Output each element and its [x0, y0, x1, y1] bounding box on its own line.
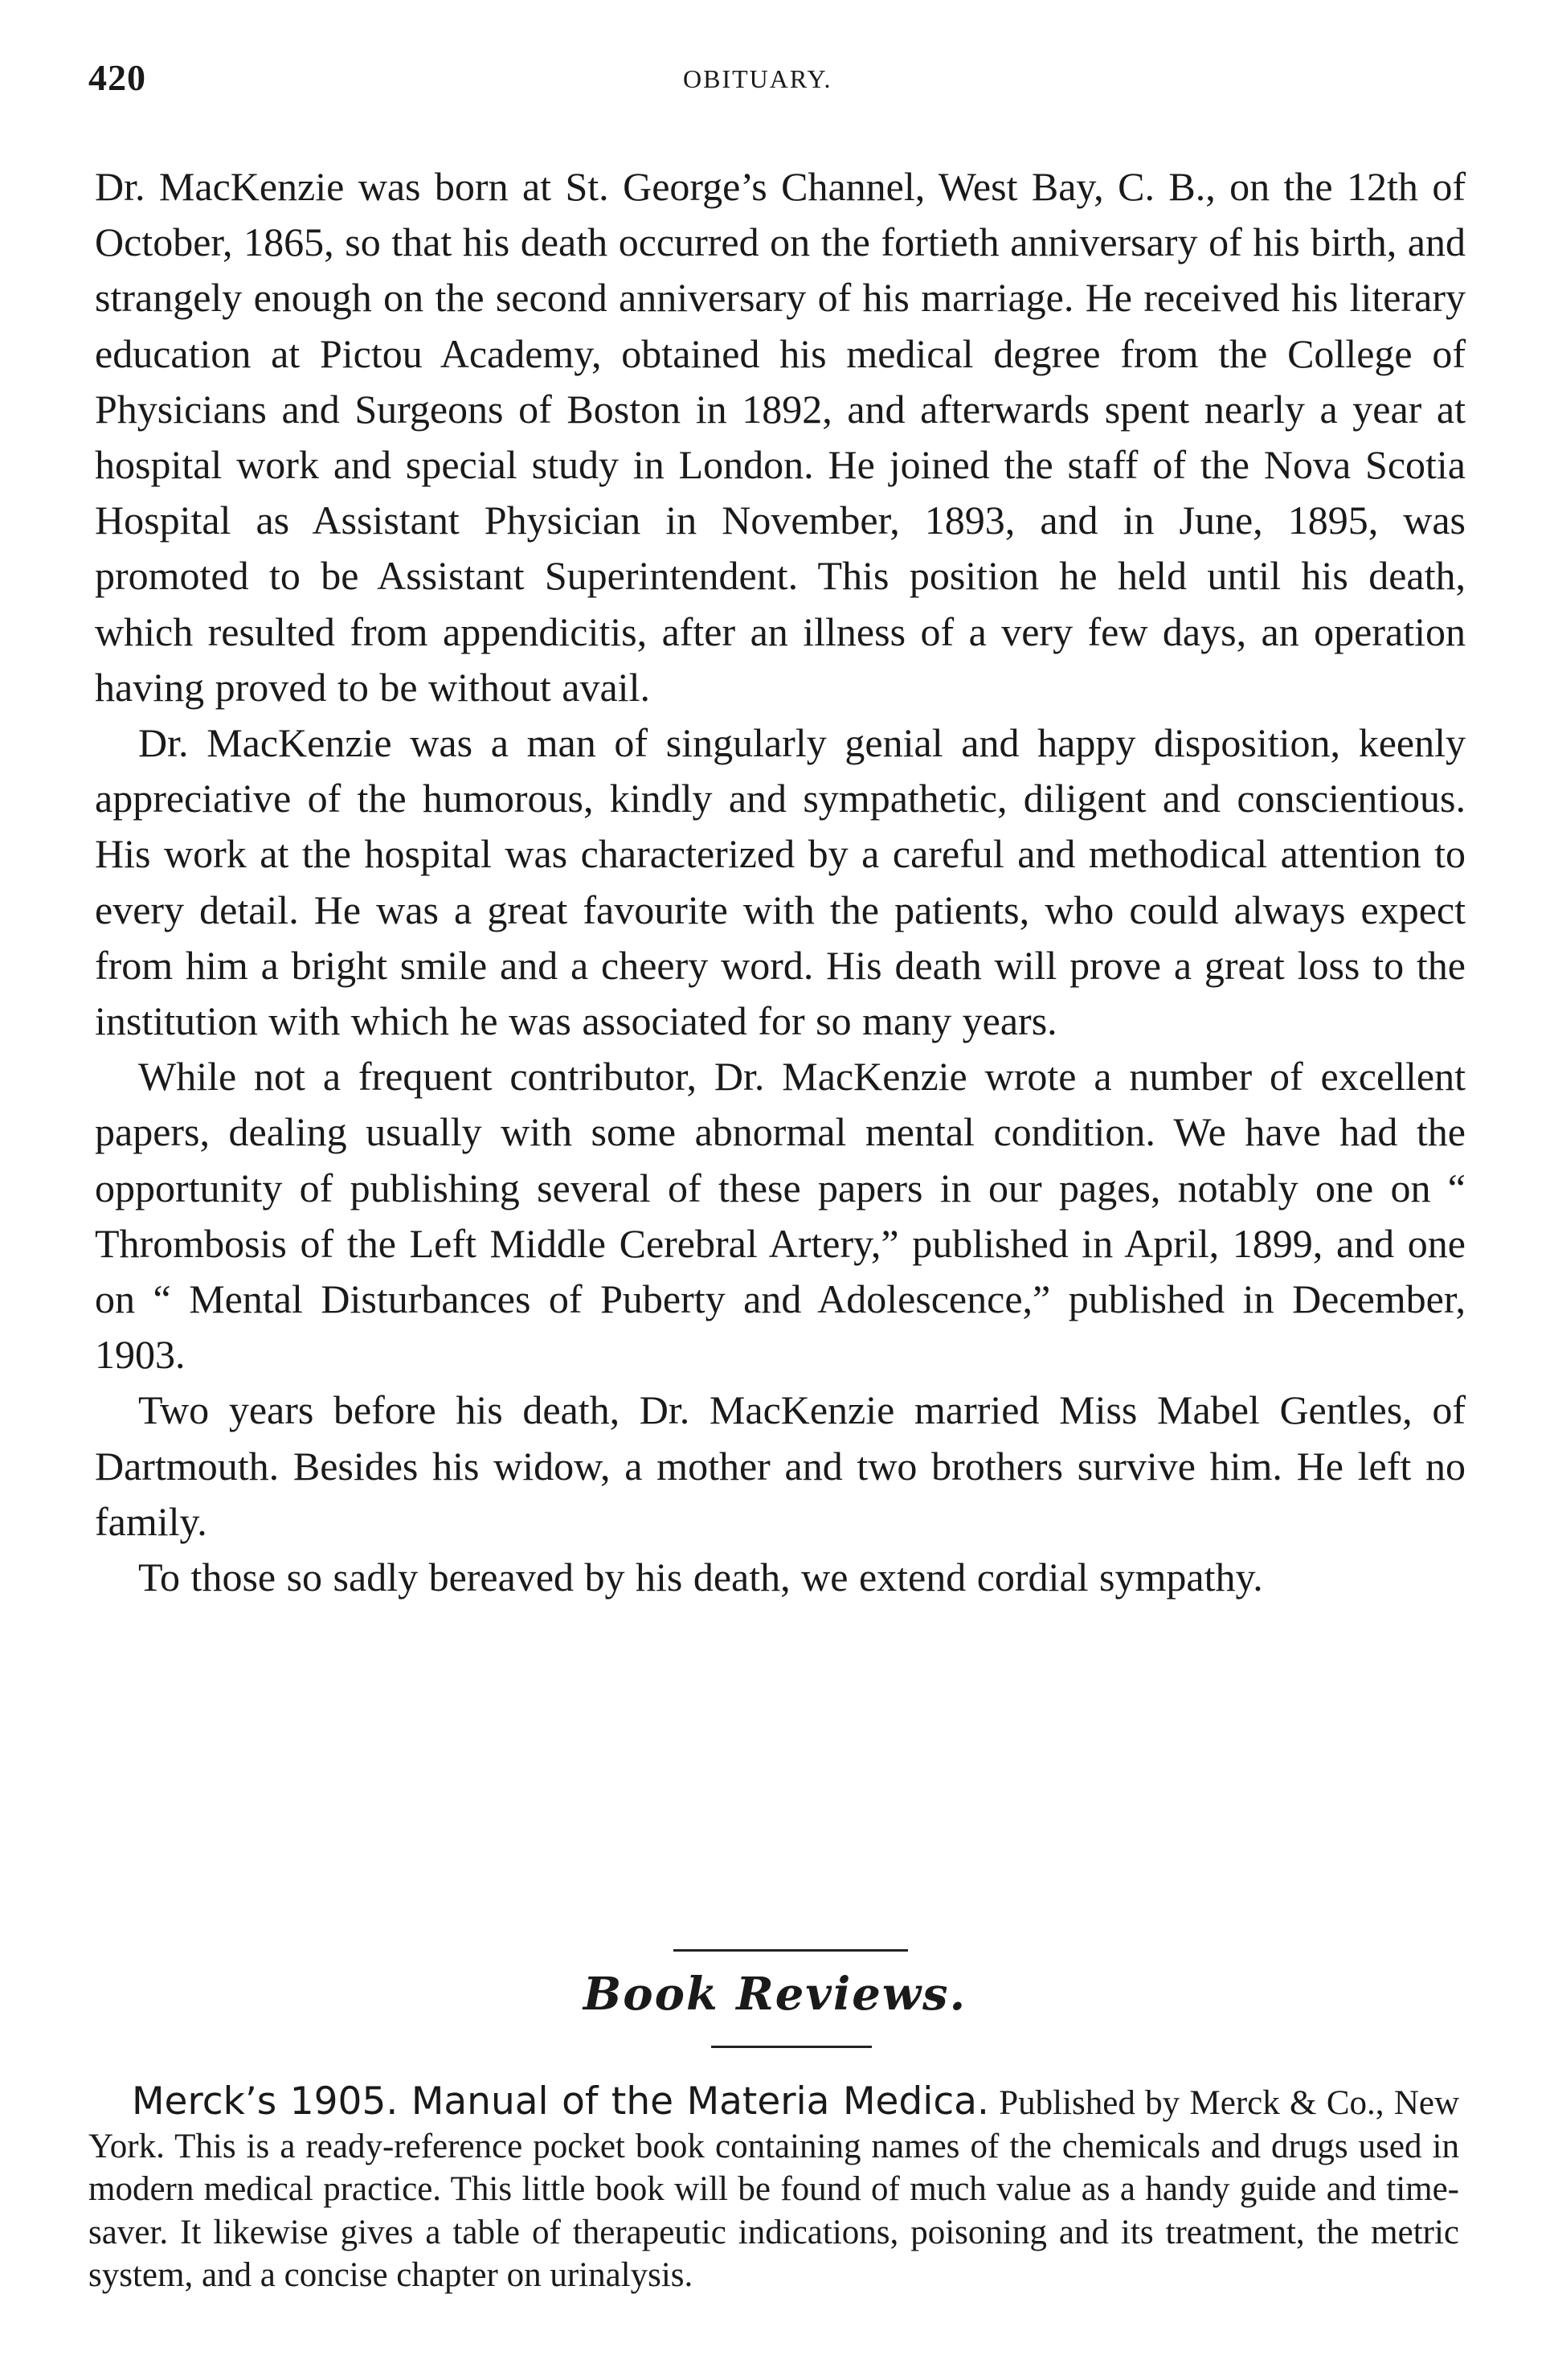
obituary-text	[95, 159, 1466, 1605]
section-divider-bottom	[711, 2046, 872, 2048]
page-header	[88, 56, 1454, 104]
book-review	[88, 2080, 1459, 2297]
obituary-paragraph: Dr. MacKenzie was a man of singularly genial and happy disposition, keenly appreciative of the humorous, kindly and sympathetic, diligent and conscientious. His work at the hospital was characterized by a careful and methodical attention to every detail. He was a great favourite with the patients, who could always expect from him a bright smile and a cheery word. His death will prove a great loss to the institution with which he was associated for so many years.	[95, 720, 1466, 1044]
obituary-paragraph: While not a frequent contributor, Dr. MacKenzie wrote a number of excellent papers, dealing usually with some abnormal mental condition. We have had the opportunity of publishing several of these papers in our pages, notably one on “ Thrombosis of the Left Middle Cerebral Artery,” published in April, 1899, and one on “ Mental Disturbances of Puberty and Adolescence,” published in December, 1903.	[95, 1054, 1466, 1378]
page-number: 420	[88, 57, 146, 98]
obituary-paragraph: To those so sadly bereaved by his death, we extend cordial sympathy.	[138, 1555, 1263, 1600]
review-body: Published by Merck & Co., New York. This is a ready-reference pocket book containing names of the chemicals and drugs used in modern medical practice. This little book will be found of much value as a handy guide and time-saver. It likewise gives a table of therapeutic indications, poisoning and its treatment, the metric system, and a concise chapter on urinalysis.	[88, 2084, 1460, 2294]
obituary-paragraph: Dr. MacKenzie was born at St. George’s Channel, West Bay, C. B., on the 12th of October, 1865, so that his death occurred on the fortieth anniversary of his birth, and strangely enough on the second anniversary of his marriage. He received his literary education at Pictou Academy, obtained his medical degree from the College of Physicians and Surgeons of Boston in 1892, and afterwards spent nearly a year at hospital work and special study in London. He joined the staff of the Nova Scotia Hospital as Assistant Physician in November, 1893, and in June, 1895, was promoted to be Assistant Superintendent. This position he held until his death, which resulted from appendicitis, after an illness of a very few days, an operation having proved to be without avail.	[95, 164, 1466, 710]
section-heading: Book Reviews.	[583, 1968, 967, 2021]
review-paragraph	[88, 2080, 1459, 2297]
running-head: OBITUARY.	[683, 64, 832, 93]
section-divider-top	[673, 1949, 908, 1952]
obituary-paragraph: Two years before his death, Dr. MacKenzie married Miss Mabel Gentles, of Dartmouth. Besides his widow, a mother and two brothers survive him. He left no family.	[95, 1387, 1466, 1544]
review-title: Merck’s 1905. Manual of the Materia Medica.	[132, 2079, 989, 2124]
